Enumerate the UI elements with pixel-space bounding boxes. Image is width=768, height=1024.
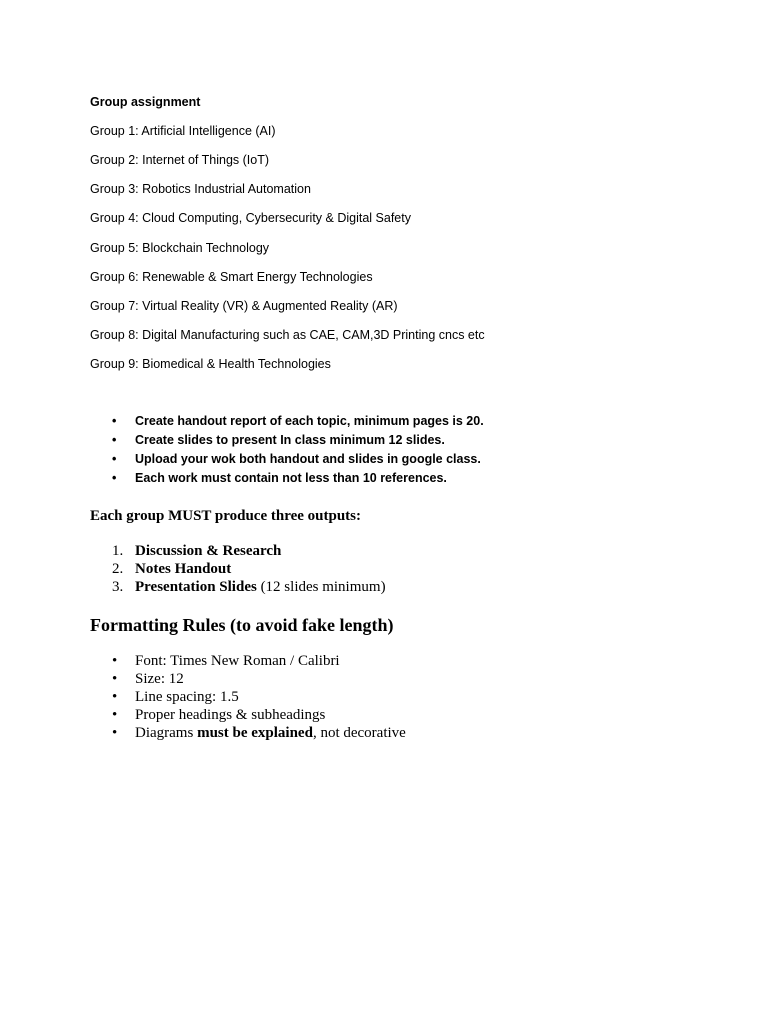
group-item-6: Group 6: Renewable & Smart Energy Technologies <box>90 270 373 284</box>
bullet-icon: • <box>112 725 118 741</box>
group-item-8: Group 8: Digital Manufacturing such as CAE, CAM,3D Printing cncs etc <box>90 328 485 342</box>
bullet-icon: • <box>112 689 118 705</box>
formatting-heading: Formatting Rules (to avoid fake length) <box>90 615 394 635</box>
group-item-3: Group 3: Robotics Industrial Automation <box>90 182 311 196</box>
rule-text: Size: 12 <box>135 671 184 687</box>
rule-text: Line spacing: 1.5 <box>135 689 239 705</box>
output-item <box>90 578 386 596</box>
output-note: (12 slides minimum) <box>256 579 386 595</box>
rule-text: Diagrams <box>135 725 198 741</box>
group-item-7: Group 7: Virtual Reality (VR) & Augmented Reality (AR) <box>90 299 398 313</box>
task-text: Create handout report of each topic, minimum pages is 20. <box>135 414 484 428</box>
group-item-1: Group 1: Artificial Intelligence (AI) <box>90 124 276 138</box>
output-title: Discussion & Research <box>135 543 282 559</box>
assignment-title: Group assignment <box>90 95 201 109</box>
list-number: 2. <box>112 561 124 577</box>
task-text: Create slides to present In class minimum 12 slides. <box>135 433 445 447</box>
bullet-icon: • <box>112 414 117 428</box>
output-title: Notes Handout <box>135 561 232 577</box>
task-item <box>90 450 484 469</box>
group-item-4: Group 4: Cloud Computing, Cybersecurity & Digital Safety <box>90 211 411 225</box>
task-item <box>90 431 484 450</box>
task-item <box>90 412 484 431</box>
formatting-rule <box>90 724 406 742</box>
task-item <box>90 469 484 488</box>
formatting-rule <box>90 652 406 670</box>
group-item-9: Group 9: Biomedical & Health Technologies <box>90 357 331 371</box>
output-item <box>90 542 386 560</box>
bullet-icon: • <box>112 653 118 669</box>
task-text: Each work must contain not less than 10 references. <box>135 471 447 485</box>
bullet-icon: • <box>112 671 118 687</box>
group-item-2: Group 2: Internet of Things (IoT) <box>90 153 270 167</box>
formatting-rules-list <box>90 652 406 742</box>
list-number: 1. <box>112 543 124 559</box>
output-item <box>90 560 386 578</box>
list-number: 3. <box>112 579 124 595</box>
bullet-icon: • <box>112 471 117 485</box>
outputs-list <box>90 542 386 596</box>
formatting-rule <box>90 688 406 706</box>
task-text: Upload your wok both handout and slides in google class. <box>135 452 481 466</box>
rule-emphasis: must be explained <box>197 725 313 741</box>
group-item-5: Group 5: Blockchain Technology <box>90 241 270 255</box>
formatting-rule <box>90 670 406 688</box>
rule-text-end: , not decorative <box>312 725 406 741</box>
bullet-icon: • <box>112 433 117 447</box>
rule-text: Proper headings & subheadings <box>135 707 326 723</box>
bullet-icon: • <box>112 452 117 466</box>
outputs-heading: Each group MUST produce three outputs: <box>90 508 362 524</box>
task-list <box>90 412 484 488</box>
rule-text: Font: Times New Roman / Calibri <box>135 653 340 669</box>
formatting-rule <box>90 706 406 724</box>
bullet-icon: • <box>112 707 118 723</box>
output-title: Presentation Slides <box>135 579 257 595</box>
